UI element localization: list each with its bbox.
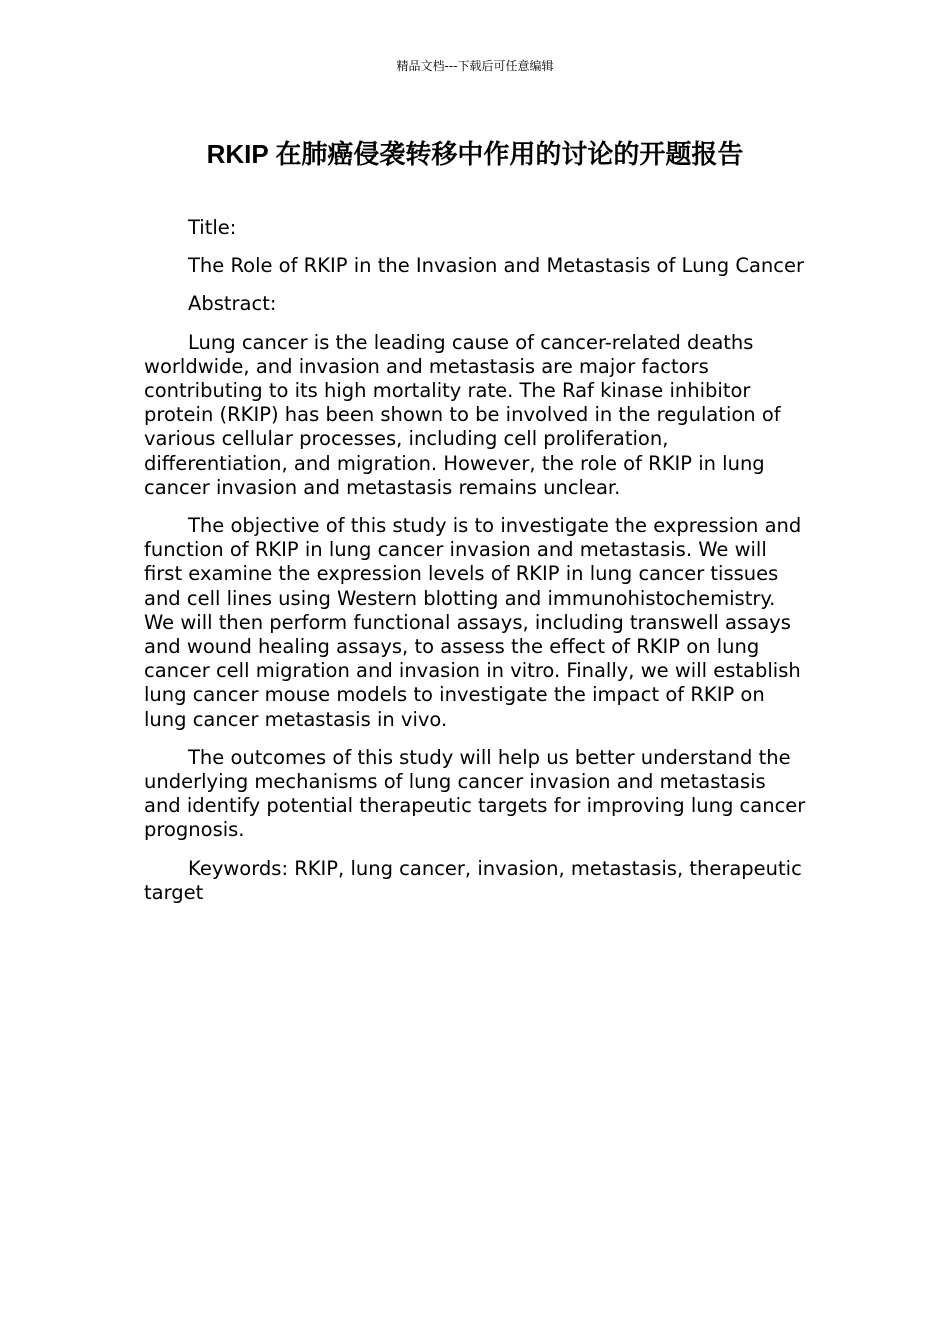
title-label: Title: bbox=[188, 216, 237, 239]
title-text: The Role of RKIP in the Invasion and Metastasis of Lung Cancer bbox=[188, 254, 805, 278]
document-body bbox=[144, 216, 808, 919]
abstract-paragraph-1: Lung cancer is the leading cause of cancer-related deaths worldwide, and invasion and metastasis are major factors contributing to its high mortality rate. The Raf kinase inhibitor protein (RKIP) has been shown to be involved in the regulation of various cellular processes, including cell proliferation, differentiation, and migration. However, the role of RKIP in lung cancer invasion and metastasis remains unclear. bbox=[144, 330, 781, 499]
keywords: Keywords: RKIP, lung cancer, invasion, metastasis, therapeutic target bbox=[144, 856, 802, 904]
abstract-paragraph-2: The objective of this study is to investigate the expression and function of RKIP in lung cancer invasion and metastasis. We will first examine the expression levels of RKIP in lung cancer tissues and cell lines using Western blotting and immunohistochemistry. We will then perform functional assays, including transwell assays and wound healing assays, to assess the effect of RKIP on lung cancer cell migration and invasion in vitro. Finally, we will establish lung cancer mouse models to investigate the impact of RKIP on lung cancer metastasis in vivo. bbox=[144, 514, 802, 731]
header-note: 精品文档---下载后可任意编辑 bbox=[396, 59, 554, 73]
abstract-paragraph-3: The outcomes of this study will help us better understand the underlying mechanisms of lung cancer invasion and metastasis and identify potential therapeutic targets for improving lung cancer prognosis. bbox=[144, 745, 806, 842]
abstract-label: Abstract: bbox=[188, 292, 277, 316]
page-title: RKIP 在肺癌侵袭转移中作用的讨论的开题报告 bbox=[206, 139, 744, 169]
